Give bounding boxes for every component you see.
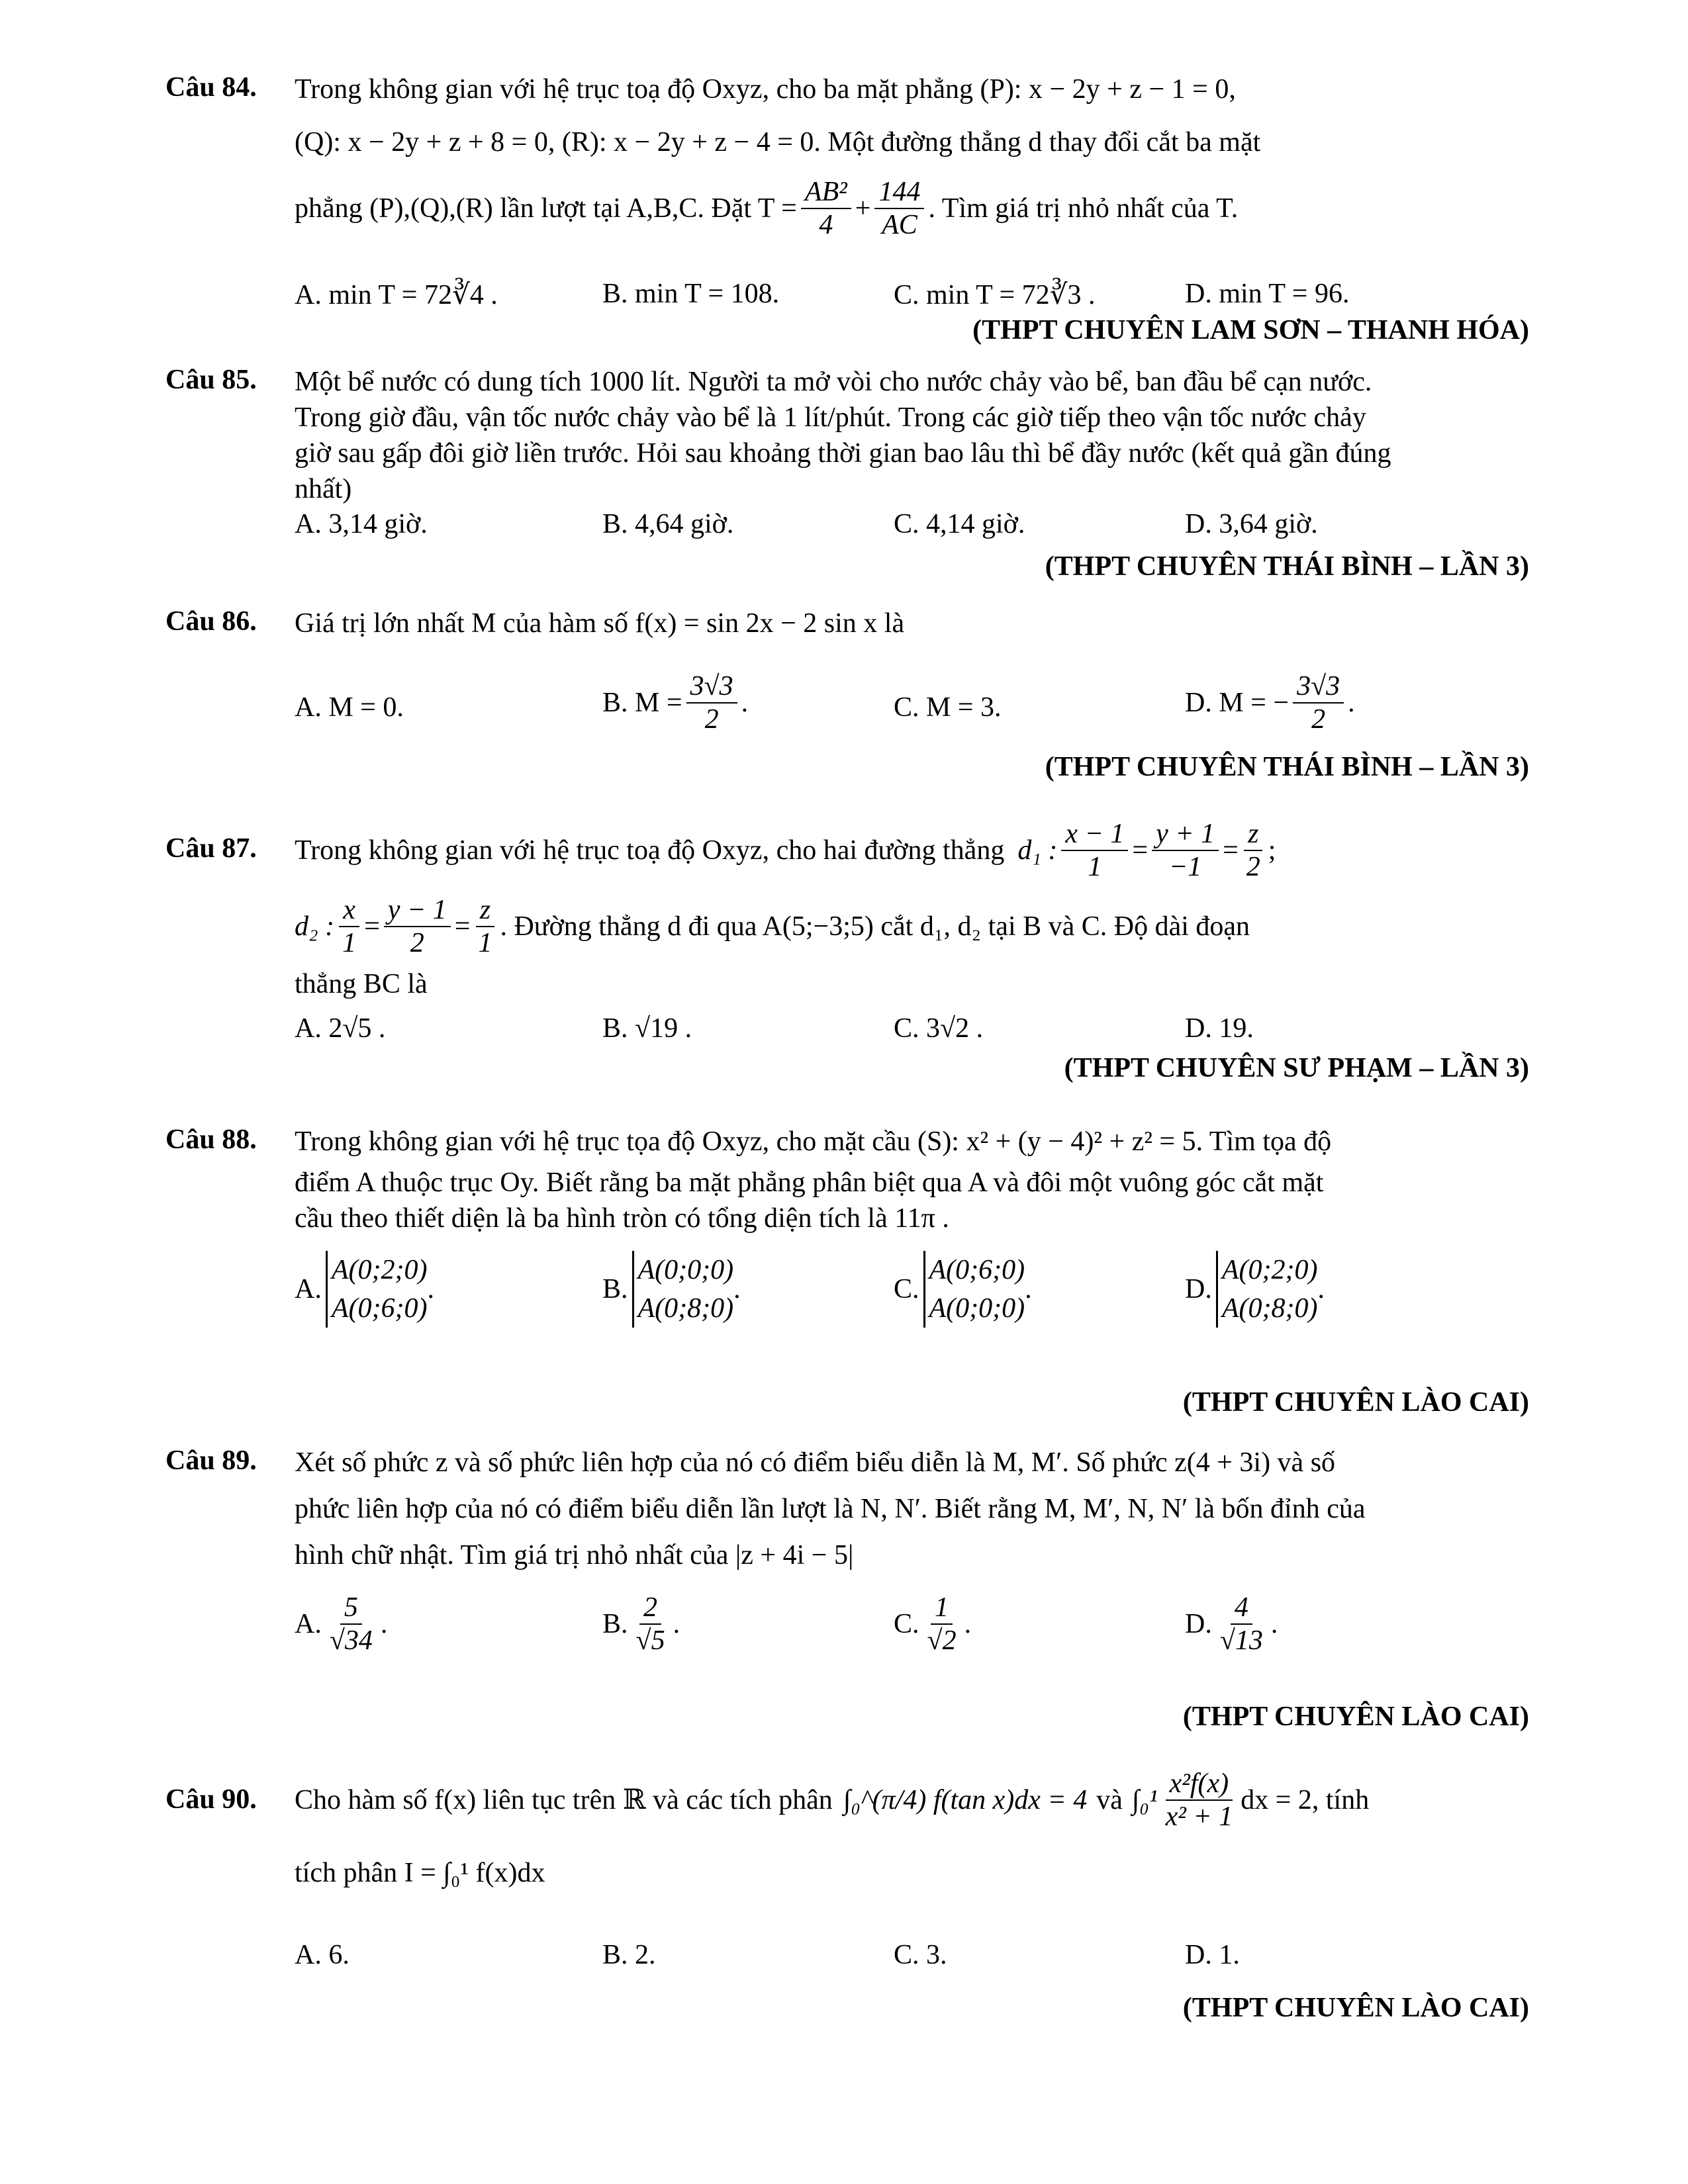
text-segment: . Đường thẳng d đi qua A(5;−3;5) cắt d₁, d₂ tại B và C. Độ dài đoạn (500, 911, 1250, 942)
source-label: (THPT CHUYÊN LÀO CAI) (1182, 1993, 1529, 2023)
question-label: Câu 84. (165, 72, 257, 103)
system-row: A(0;0;0) (929, 1293, 1025, 1324)
system-bracket (326, 1251, 428, 1328)
option-a: A. min T = 72∛4 . (295, 280, 498, 310)
system-row: A(0;8;0) (1221, 1293, 1318, 1324)
text-segment: d₂ : (295, 911, 335, 942)
denominator: √34 (329, 1625, 373, 1656)
text-line: Một bể nước có dung tích 1000 lít. Người ta mở vòi cho nước chảy vào bể, ban đầu bể cạn nước. (295, 367, 1372, 397)
numerator: AB² (801, 176, 851, 209)
question-label: Câu 89. (165, 1445, 257, 1476)
option-a: A. 6. (295, 1940, 350, 1970)
text-segment: dx = 2, tính (1241, 1785, 1370, 1815)
system-row: A(0;8;0) (637, 1293, 734, 1324)
numerator: 3√3 (1293, 670, 1344, 704)
question-88 (165, 1118, 1529, 1430)
question-label: Câu 85. (165, 365, 257, 395)
fraction (1152, 818, 1219, 883)
option-a: A. 3,14 giờ. (295, 509, 428, 539)
numerator: z (476, 894, 494, 927)
option-b: B. 2. (602, 1940, 656, 1970)
denominator: 4 (819, 210, 833, 240)
fraction (1216, 1592, 1267, 1657)
fraction (384, 894, 451, 959)
denominator: 1 (342, 928, 357, 958)
system-bracket (632, 1251, 734, 1328)
fraction (338, 894, 360, 959)
fraction (474, 894, 496, 959)
question-84 (165, 66, 1529, 357)
option-c: C. A(0;6;0) A(0;0;0) . (894, 1251, 1032, 1328)
numerator: 4 (1231, 1592, 1252, 1625)
denominator: 1 (1088, 852, 1102, 882)
option-a: A. 2√5 . (295, 1013, 386, 1044)
option-text: D. M = − (1185, 688, 1289, 718)
text-line: Trong không gian với hệ trục tọa độ Oxyz, cho mặt cầu (S): x² + (y − 4)² + z² = 5. Tìm tọa độ (295, 1126, 1332, 1157)
text-line: nhất) (295, 474, 352, 504)
option-letter: B. (602, 1274, 628, 1304)
system-bracket (923, 1251, 1025, 1328)
text-line: giờ sau gấp đôi giờ liền trước. Hỏi sau khoảng thời gian bao lâu thì bể đầy nước (kết quả gần đúng (295, 438, 1391, 469)
option-b: B. 4,64 giờ. (602, 509, 734, 539)
fraction (686, 670, 737, 735)
numerator: 3√3 (686, 670, 737, 704)
question-87 (165, 814, 1529, 1092)
option-c: C. 3. (894, 1940, 947, 1970)
text-segment: d₁ : (1017, 835, 1058, 866)
option-a: A. M = 0. (295, 692, 404, 723)
source-label: (THPT CHUYÊN LÀO CAI) (1182, 1702, 1529, 1732)
numerator: 2 (639, 1592, 661, 1625)
text-line: cầu theo thiết diện là ba hình tròn có tổng diện tích là 11π . (295, 1203, 949, 1234)
option-c: C. M = 3. (894, 692, 1002, 723)
option-d: D. 1. (1185, 1940, 1240, 1970)
denominator: 2 (410, 928, 424, 958)
option-c: C. 4,14 giờ. (894, 509, 1025, 539)
question-85 (165, 364, 1529, 589)
numerator: 5 (340, 1592, 362, 1625)
text-line: Trong không gian với hệ trục toạ độ Oxyz, cho hai đường thẳng d₁ : $\frac{x - 1}{1}$ = $\frac{y + 1}{-1}$ = $\frac{z}{2}$ ; (295, 819, 1276, 882)
denominator: √5 (635, 1625, 665, 1656)
option-b: B. min T = 108. (602, 279, 780, 309)
fraction (1243, 818, 1264, 883)
option-a: A. A(0;2;0) A(0;6;0) . (295, 1251, 434, 1328)
option-b: B. M = $\frac{3√3}{2}$ . (602, 671, 749, 735)
text-line: Trong không gian với hệ trục toạ độ Oxyz, cho ba mặt phẳng (P): x − 2y + z − 1 = 0, (295, 74, 1236, 105)
source-label: (THPT CHUYÊN SƯ PHẠM – LẦN 3) (1064, 1053, 1529, 1083)
fraction (632, 1592, 669, 1657)
option-letter: D. (1185, 1274, 1212, 1304)
source-label: (THPT CHUYÊN THÁI BÌNH – LẦN 3) (1045, 551, 1529, 582)
text-segment: Trong không gian với hệ trục toạ độ Oxyz, cho hai đường thẳng (295, 835, 1005, 866)
question-label: Câu 86. (165, 606, 257, 637)
system-row: A(0;6;0) (331, 1293, 428, 1324)
system-bracket (1216, 1251, 1318, 1328)
integral-expression: ∫₀^(π/4) f(tan x)dx = 4 (843, 1785, 1088, 1815)
fraction (923, 1592, 961, 1657)
numerator: x²f(x) (1166, 1768, 1233, 1801)
integral-sign: ∫₀¹ (1131, 1785, 1158, 1815)
denominator: 2 (704, 704, 719, 735)
text-line: d₂ : $\frac{x}{1}$ = $\frac{y - 1}{2}$ = $\frac{z}{1}$ . Đường thẳng d đi qua A(5;−3;5) cắt d₁, d₂ tại B và C. Độ dài đoạn (295, 895, 1250, 958)
system-row: A(0;0;0) (637, 1255, 734, 1285)
option-letter: C. (894, 1609, 919, 1639)
question-text (295, 1118, 1529, 1236)
numerator: x − 1 (1061, 818, 1128, 851)
option-b: B. √19 . (602, 1013, 692, 1044)
question-text (295, 814, 1529, 1002)
text-line: điểm A thuộc trục Oy. Biết rằng ba mặt phẳng phân biệt qua A và đôi một vuông góc cắt mặt (295, 1167, 1324, 1198)
text-segment: + (855, 193, 871, 224)
fraction (874, 176, 924, 241)
option-letter: C. (894, 1274, 919, 1304)
text-segment: Cho hàm số f(x) liên tục trên ℝ và các tích phân (295, 1785, 833, 1815)
denominator: −1 (1168, 852, 1202, 882)
source-label: (THPT CHUYÊN LAM SƠN – THANH HÓA) (972, 315, 1529, 345)
option-d: D. 3,64 giờ. (1185, 509, 1318, 539)
option-letter: A. (295, 1274, 322, 1304)
denominator: 2 (1311, 704, 1326, 735)
system-row: A(0;2;0) (331, 1255, 428, 1285)
system-row: A(0;6;0) (929, 1255, 1025, 1285)
denominator: 2 (1246, 852, 1260, 882)
text-line (295, 1760, 1529, 1840)
text-segment: và (1096, 1785, 1123, 1815)
numerator: z (1244, 818, 1262, 851)
question-text (295, 364, 1529, 507)
denominator: AC (882, 210, 917, 240)
question-text (295, 1760, 1529, 1906)
text-line: hình chữ nhật. Tìm giá trị nhỏ nhất của |z + 4i − 5| (295, 1540, 854, 1570)
fraction (1061, 818, 1128, 883)
option-text: B. M = (602, 688, 682, 718)
option-d: D. 19. (1185, 1013, 1254, 1044)
question-89 (165, 1439, 1529, 1744)
question-label: Câu 88. (165, 1124, 257, 1155)
option-d: D. M = − $\frac{3√3}{2}$ . (1185, 671, 1355, 735)
text-segment: . Tìm giá trị nhỏ nhất của T. (928, 193, 1239, 224)
denominator: 1 (478, 928, 492, 958)
text-line: Trong giờ đầu, vận tốc nước chảy vào bể là 1 lít/phút. Trong các giờ tiếp theo vận tốc nước chảy (295, 402, 1366, 433)
numerator: 1 (931, 1592, 953, 1625)
text-line: Giá trị lớn nhất M của hàm số f(x) = sin 2x − 2 sin x là (295, 608, 905, 639)
option-d: D. $\frac{4}{√13}$ . (1185, 1592, 1278, 1656)
denominator: √2 (927, 1625, 957, 1656)
option-a: A. $\frac{5}{√34}$ . (295, 1592, 388, 1656)
text-line (295, 172, 1529, 245)
option-c: C. min T = 72∛3 . (894, 280, 1096, 310)
option-b: B. A(0;0;0) A(0;8;0) . (602, 1251, 741, 1328)
question-86 (165, 606, 1529, 791)
option-letter: D. (1185, 1609, 1212, 1639)
option-d: D. min T = 96. (1185, 279, 1350, 309)
option-letter: B. (602, 1609, 628, 1639)
denominator: x² + 1 (1165, 1801, 1233, 1832)
numerator: x (339, 894, 359, 927)
text-line: tích phân I = ∫₀¹ f(x)dx (295, 1858, 545, 1888)
option-b: B. $\frac{2}{√5}$ . (602, 1592, 680, 1656)
question-text (295, 606, 1529, 641)
fraction (326, 1592, 377, 1657)
question-text (295, 66, 1529, 245)
numerator: y + 1 (1152, 818, 1219, 851)
text-line: phức liên hợp của nó có điểm biểu diễn lần lượt là N, N′. Biết rằng M, M′, N, N′ là bốn đỉnh của (295, 1494, 1366, 1524)
question-text (295, 1439, 1529, 1578)
source-label: (THPT CHUYÊN THÁI BÌNH – LẦN 3) (1045, 752, 1529, 782)
system-row: A(0;2;0) (1221, 1255, 1318, 1285)
numerator: y − 1 (384, 894, 451, 927)
fraction (1162, 1768, 1237, 1833)
question-label: Câu 87. (165, 833, 257, 864)
fraction (1293, 670, 1344, 735)
denominator: √13 (1219, 1625, 1263, 1656)
numerator: 144 (874, 176, 924, 209)
option-c: C. $\frac{1}{√2}$ . (894, 1592, 972, 1656)
fraction (801, 176, 851, 241)
source-label: (THPT CHUYÊN LÀO CAI) (1182, 1387, 1529, 1418)
question-label: Câu 90. (165, 1784, 257, 1815)
text-segment: phẳng (P),(Q),(R) lần lượt tại A,B,C. Đặt T = (295, 193, 797, 224)
text-line: thẳng BC là (295, 969, 428, 999)
option-d: D. A(0;2;0) A(0;8;0) . (1185, 1251, 1325, 1328)
text-line: (Q): x − 2y + z + 8 = 0, (R): x − 2y + z − 4 = 0. Một đường thẳng d thay đổi cắt ba mặt (295, 127, 1261, 158)
text-line: Xét số phức z và số phức liên hợp của nó có điểm biểu diễn là M, M′. Số phức z(4 + 3i) và số (295, 1447, 1336, 1478)
option-c: C. 3√2 . (894, 1013, 984, 1044)
option-letter: A. (295, 1609, 322, 1639)
question-90 (165, 1760, 1529, 2071)
